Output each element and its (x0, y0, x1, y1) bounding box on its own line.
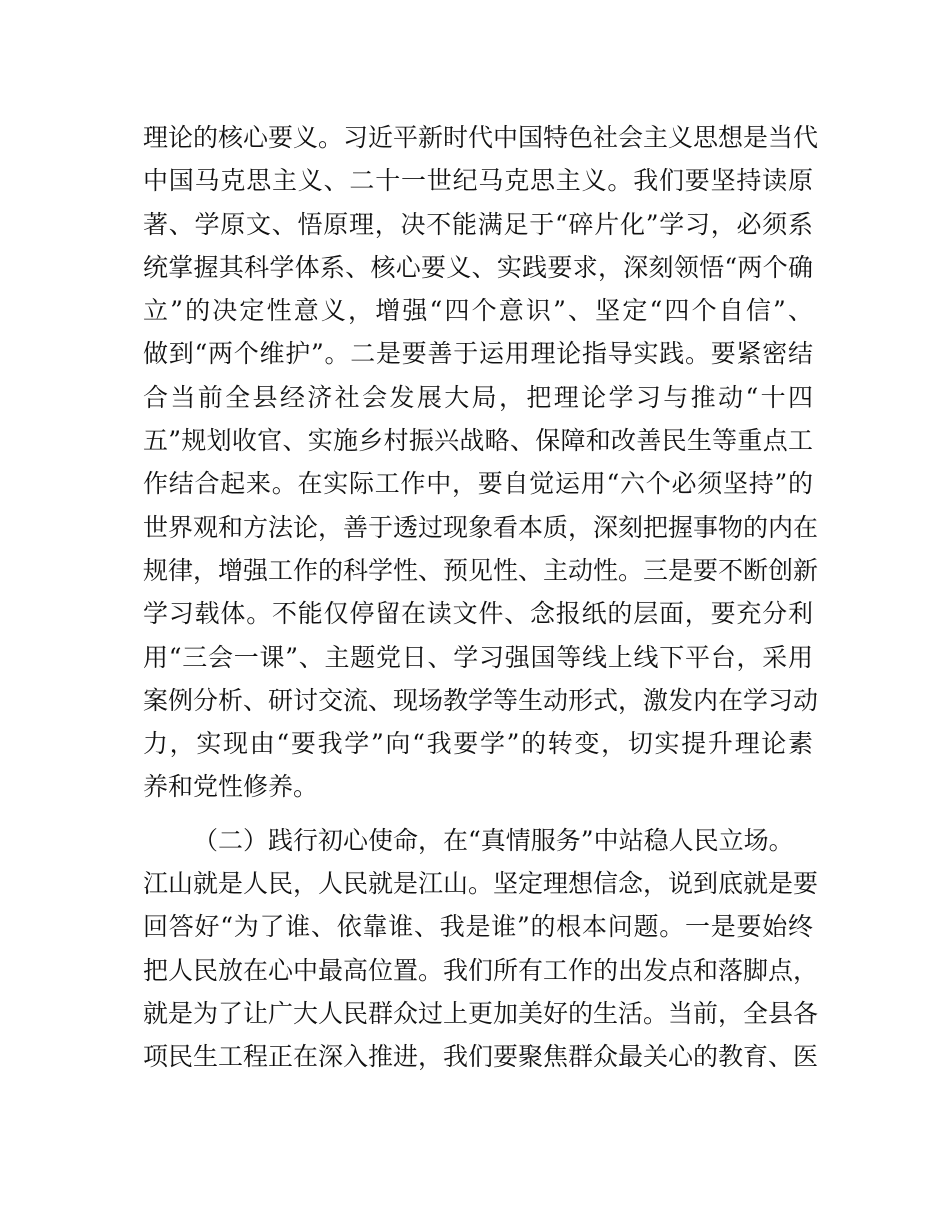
text-line: 统掌握其科学体系、核心要义、实践要求，深刻领悟“两个确 (143, 252, 813, 282)
text-line: 合当前全县经济社会发展大局，把理论学习与推动“十四 (143, 382, 813, 412)
text-line: 世界观和方法论，善于透过现象看本质，深刻把握事物的内在 (143, 512, 819, 542)
text-line: 理论的核心要义。习近平新时代中国特色社会主义思想是当代 (143, 123, 819, 152)
body-text (143, 116, 819, 1079)
paragraph-1 (143, 116, 819, 809)
text-line: 回答好“为了谁、依靠谁、我是谁”的根本问题。一是要始终 (143, 912, 813, 942)
text-line: 中国马克思主义、二十一世纪马克思主义。我们要坚持读原 (143, 166, 813, 196)
text-line: 学习载体。不能仅停留在读文件、念报纸的层面，要充分利 (143, 599, 813, 629)
text-line: 养和党性修养。 (143, 772, 319, 802)
text-line: 江山就是人民，人民就是江山。坚定理想信念，说到底就是要 (143, 869, 819, 899)
paragraph-spacing (143, 809, 813, 819)
text-line: 项民生工程正在深入推进，我们要聚焦群众最关心的教育、医 (143, 1042, 819, 1072)
text-line: 就是为了让广大人民群众过上更加美好的生活。当前，全县各 (143, 998, 819, 1028)
text-line: 规律，增强工作的科学性、预见性、主动性。三是要不断创新 (143, 555, 819, 585)
text-line: 作结合起来。在实际工作中，要自觉运用“六个必须坚持”的 (143, 469, 813, 499)
paragraph-2 (143, 819, 819, 1079)
text-line: 力，实现由“要我学”向“我要学”的转变，切实提升理论素 (143, 729, 813, 759)
text-line: 案例分析、研讨交流、现场教学等生动形式，激发内在学习动 (143, 685, 819, 715)
text-line: 用“三会一课”、主题党日、学习强国等线上线下平台，采用 (143, 642, 813, 672)
text-line: 立”的决定性意义，增强“四个意识”、坚定“四个自信”、 (143, 296, 813, 326)
text-line: 五”规划收官、实施乡村振兴战略、保障和改善民生等重点工 (143, 426, 813, 456)
text-line: 著、学原文、悟原理，决不能满足于“碎片化”学习，必须系 (143, 209, 813, 239)
section-heading-line: （二）践行初心使命，在“真情服务”中站稳人民立场。 (193, 825, 794, 855)
text-line: 把人民放在心中最高位置。我们所有工作的出发点和落脚点， (143, 955, 819, 985)
text-line: 做到“两个维护”。二是要善于运用理论指导实践。要紧密结 (143, 339, 813, 369)
